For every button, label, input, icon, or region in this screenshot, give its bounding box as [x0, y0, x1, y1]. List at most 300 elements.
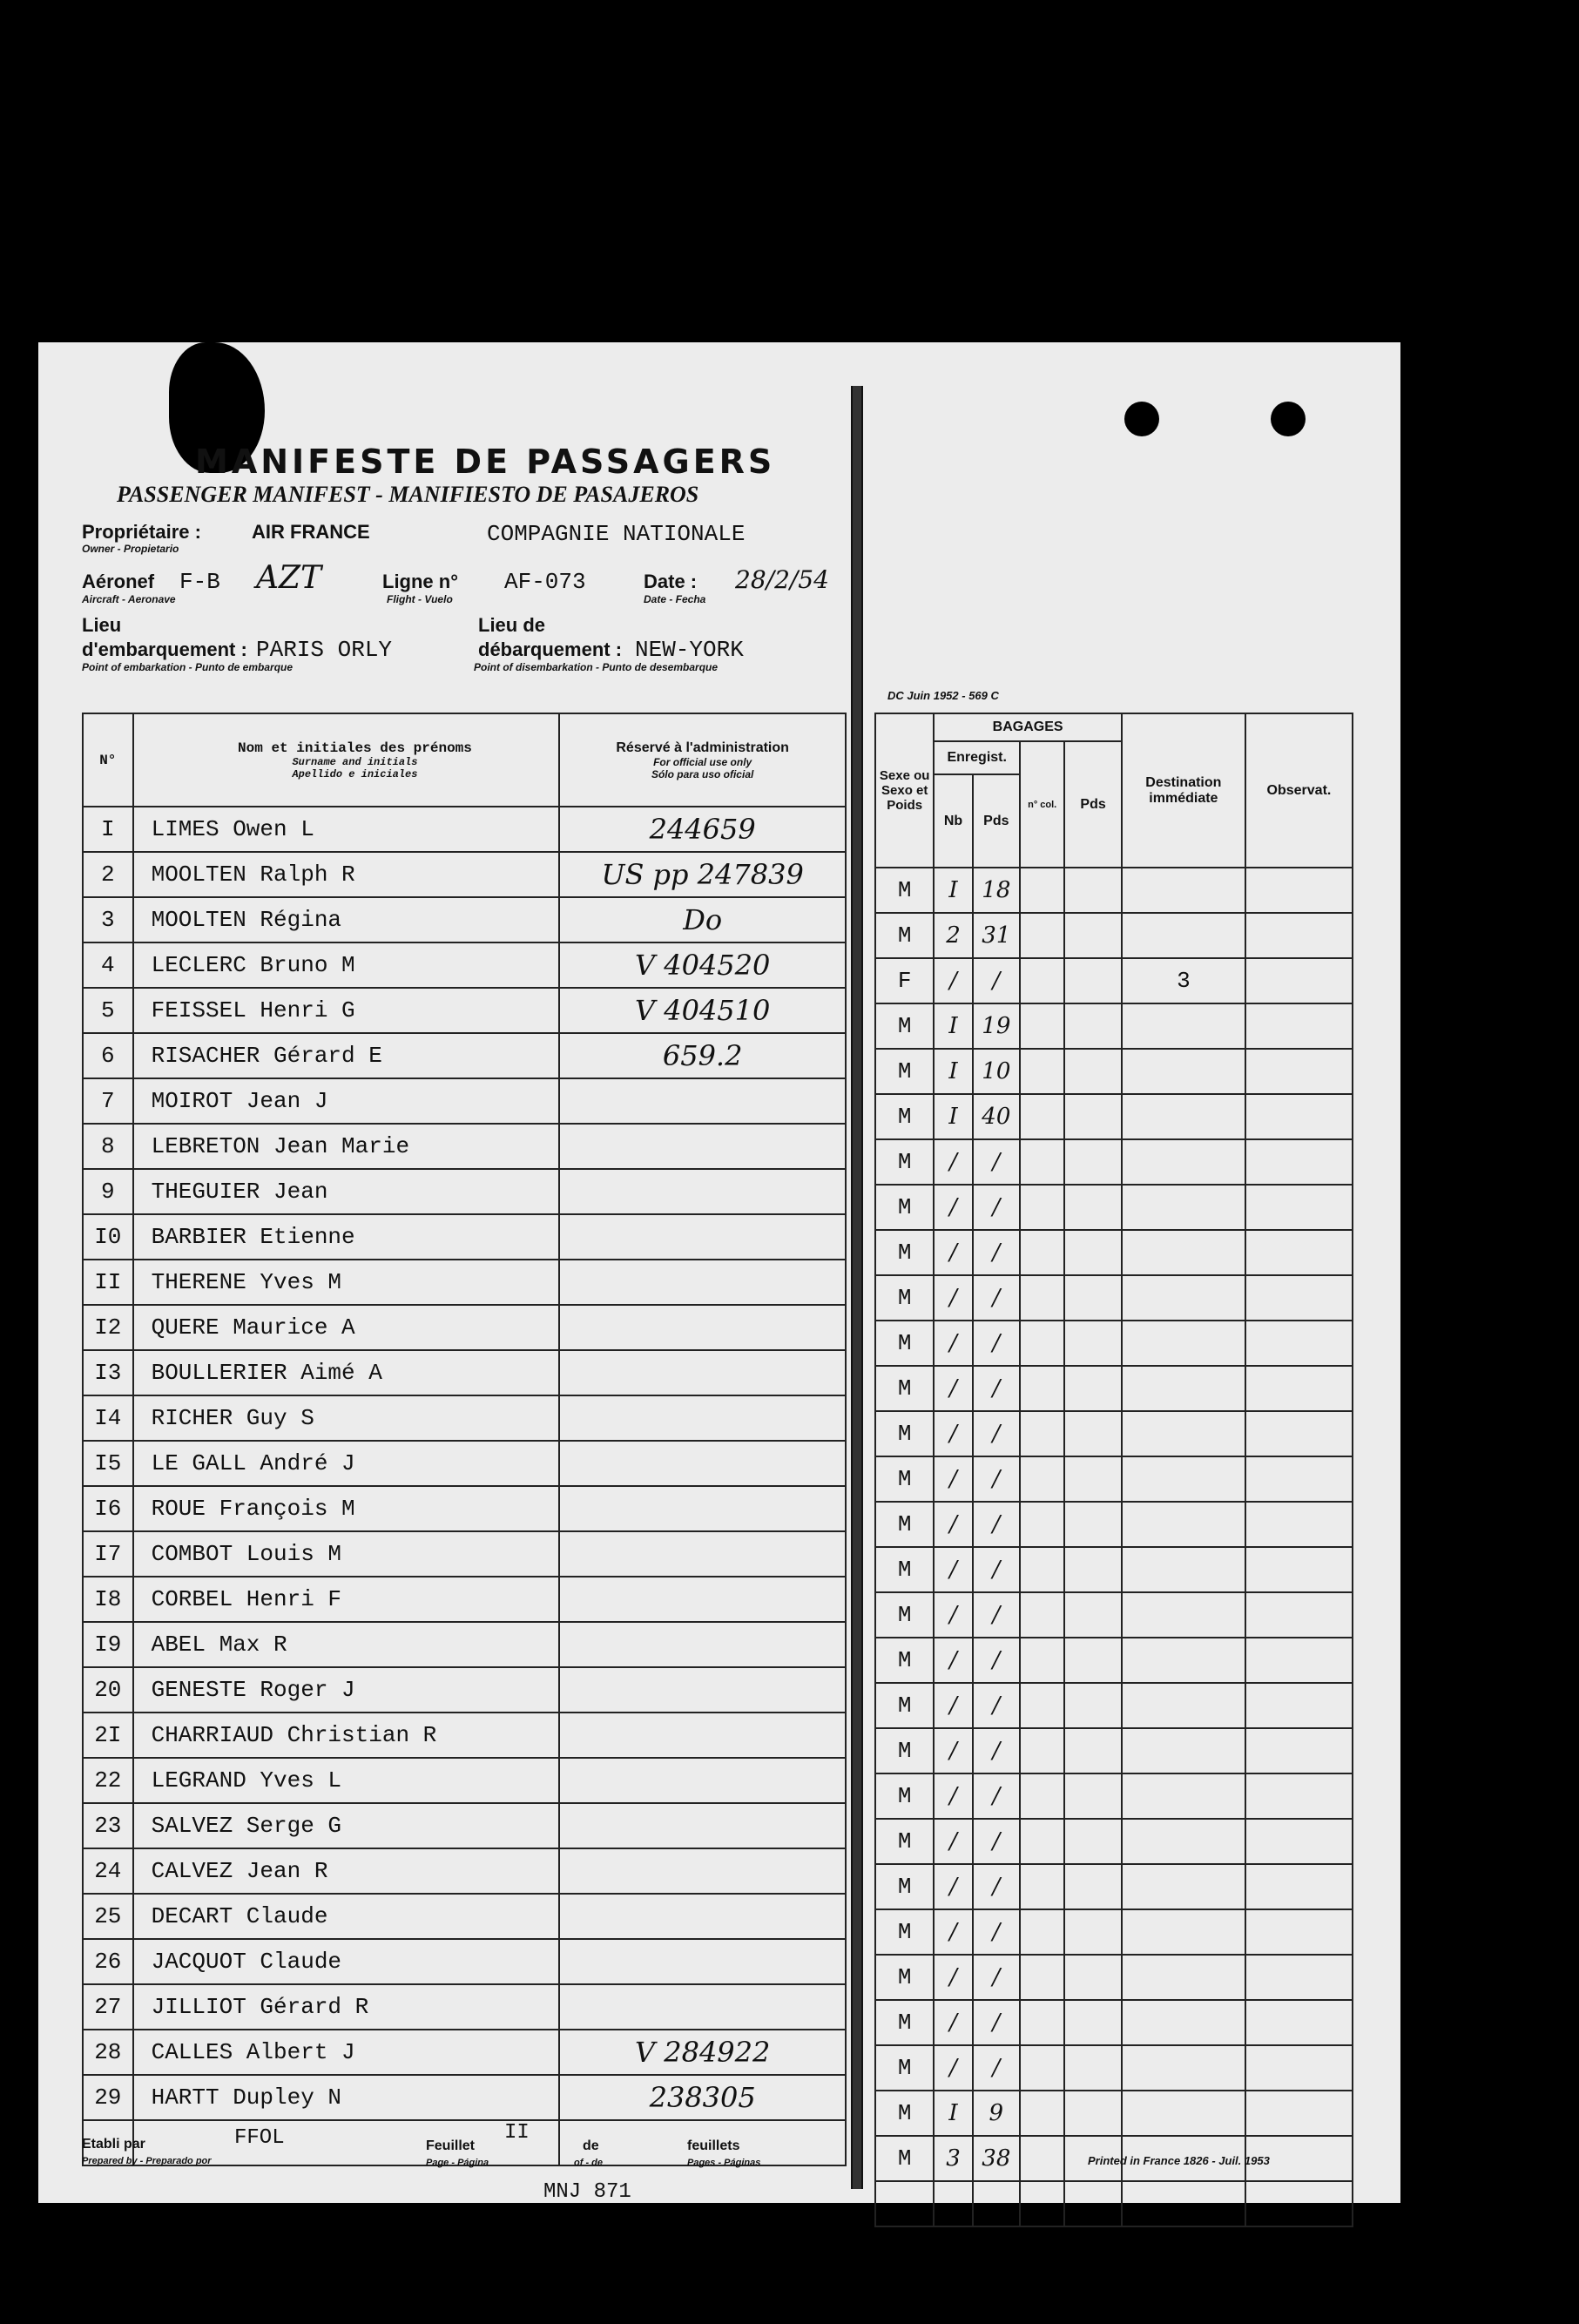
reserved-entry: [559, 1214, 846, 1260]
row-number: 23: [83, 1803, 133, 1848]
sex-cell: M: [875, 1728, 934, 1773]
observ-cell: [1245, 2091, 1353, 2136]
pds2-cell: [1064, 1592, 1122, 1638]
bag-weight-cell: /: [973, 1955, 1020, 2000]
row-number: 9: [83, 1169, 133, 1214]
destination-cell: [1122, 1139, 1245, 1185]
bag-weight-cell: 38: [973, 2136, 1020, 2181]
baggage-row: [875, 1366, 1353, 1411]
observ-cell: [1245, 1728, 1353, 1773]
manifest-title: MANIFESTE DE PASSAGERS: [195, 443, 776, 481]
passenger-name: GENESTE Roger J: [133, 1667, 560, 1713]
baggage-row: [875, 868, 1353, 913]
column-header-ncol: n° col.: [1020, 741, 1064, 868]
empty-row: [875, 2181, 1353, 2226]
reserved-entry: [559, 1486, 846, 1531]
owner-value: AIR FRANCE: [252, 521, 370, 543]
empty-cell: [1245, 2181, 1353, 2226]
bag-count-cell: /: [934, 958, 972, 1003]
ncol-cell: [1020, 1456, 1064, 1502]
bag-weight-cell: /: [973, 1547, 1020, 1592]
table-row: [83, 1169, 846, 1214]
ncol-cell: [1020, 1230, 1064, 1275]
observ-cell: [1245, 1230, 1353, 1275]
sex-cell: M: [875, 1638, 934, 1683]
destination-cell: [1122, 913, 1245, 958]
destination-cell: [1122, 1230, 1245, 1275]
ncol-cell: [1020, 1502, 1064, 1547]
table-row: [83, 1441, 846, 1486]
sex-cell: M: [875, 2000, 934, 2045]
sex-cell: M: [875, 1049, 934, 1094]
sex-cell: M: [875, 1547, 934, 1592]
observ-cell: [1245, 1547, 1353, 1592]
destination-cell: [1122, 1638, 1245, 1683]
bag-count-cell: /: [934, 1139, 972, 1185]
reserved-entry: [559, 1803, 846, 1848]
baggage-table: [874, 713, 1353, 2227]
aircraft-label: Aéronef: [82, 571, 155, 592]
baggage-row: [875, 1955, 1353, 2000]
table-row: [83, 1848, 846, 1894]
reserved-entry: [559, 1939, 846, 1984]
reserved-entry: [559, 1848, 846, 1894]
sex-cell: M: [875, 1456, 934, 1502]
reserved-entry: Do: [559, 897, 846, 942]
baggage-row: [875, 2091, 1353, 2136]
ncol-cell: [1020, 1864, 1064, 1909]
bag-count-cell: /: [934, 1728, 972, 1773]
row-number: I7: [83, 1531, 133, 1577]
passenger-name: ROUE François M: [133, 1486, 560, 1531]
row-number: 29: [83, 2075, 133, 2120]
passenger-name: JILLIOT Gérard R: [133, 1984, 560, 2030]
manifest-page: [38, 342, 1400, 2203]
disembark-sub: Point of disembarkation - Punto de desembarque: [474, 661, 719, 673]
table-row: [83, 807, 846, 852]
row-number: I8: [83, 1577, 133, 1622]
table-row: [83, 988, 846, 1033]
bag-weight-cell: /: [973, 958, 1020, 1003]
destination-cell: [1122, 1683, 1245, 1728]
pds2-cell: [1064, 1049, 1122, 1094]
passenger-name: COMBOT Louis M: [133, 1531, 560, 1577]
table-row: [83, 897, 846, 942]
observ-cell: [1245, 1773, 1353, 1819]
bag-weight-cell: /: [973, 1230, 1020, 1275]
observ-cell: [1245, 868, 1353, 913]
aircraft-value: AZT: [256, 560, 322, 596]
ncol-cell: [1020, 1955, 1064, 2000]
observ-cell: [1245, 1366, 1353, 1411]
table-row: [83, 1214, 846, 1260]
bag-count-cell: I: [934, 1003, 972, 1049]
baggage-row: [875, 1275, 1353, 1321]
empty-cell: [973, 2181, 1020, 2226]
row-number: 2: [83, 852, 133, 897]
bag-weight-cell: /: [973, 1321, 1020, 1366]
date-value: 28/2/54: [735, 565, 829, 594]
row-number: 28: [83, 2030, 133, 2075]
reserved-entry: [559, 1441, 846, 1486]
passenger-name: BOULLERIER Aimé A: [133, 1350, 560, 1395]
aircraft-prefix: F-B: [179, 569, 220, 595]
observ-cell: [1245, 2000, 1353, 2045]
ncol-cell: [1020, 1683, 1064, 1728]
bag-count-cell: I: [934, 868, 972, 913]
bag-count-cell: /: [934, 1275, 972, 1321]
row-number: 4: [83, 942, 133, 988]
bag-count-cell: /: [934, 1185, 972, 1230]
destination-cell: [1122, 1321, 1245, 1366]
ncol-cell: [1020, 2045, 1064, 2091]
reserved-entry: V 404510: [559, 988, 846, 1033]
destination-cell: [1122, 1502, 1245, 1547]
table-row: [83, 1305, 846, 1350]
bag-weight-cell: /: [973, 1411, 1020, 1456]
reserved-entry: [559, 1667, 846, 1713]
reserved-entry: [559, 1894, 846, 1939]
bag-weight-cell: /: [973, 1456, 1020, 1502]
sheets-sub: Pages - Páginas: [687, 2158, 761, 2168]
pds2-cell: [1064, 1321, 1122, 1366]
empty-cell: [1020, 2181, 1064, 2226]
sex-cell: M: [875, 1275, 934, 1321]
passenger-name: CALLES Albert J: [133, 2030, 560, 2075]
observ-cell: [1245, 913, 1353, 958]
bag-count-cell: /: [934, 1366, 972, 1411]
observ-cell: [1245, 1955, 1353, 2000]
column-header-nb: Nb: [934, 774, 972, 868]
destination-cell: [1122, 1955, 1245, 2000]
pds2-cell: [1064, 1547, 1122, 1592]
reserved-entry: US pp 247839: [559, 852, 846, 897]
ncol-cell: [1020, 1592, 1064, 1638]
owner-label: Propriétaire :: [82, 521, 201, 543]
observ-cell: [1245, 2045, 1353, 2091]
ncol-cell: [1020, 1139, 1064, 1185]
bag-count-cell: /: [934, 1638, 972, 1683]
column-header-enregist: Enregist.: [934, 741, 1020, 774]
flight-label: Ligne n°: [382, 571, 459, 592]
ncol-cell: [1020, 2136, 1064, 2181]
date-sub: Date - Fecha: [644, 593, 706, 605]
bag-count-cell: /: [934, 1864, 972, 1909]
disembark-label-2: débarquement :: [478, 638, 623, 660]
baggage-row: [875, 1049, 1353, 1094]
bag-weight-cell: 19: [973, 1003, 1020, 1049]
sex-cell: M: [875, 1185, 934, 1230]
pds2-cell: [1064, 1185, 1122, 1230]
destination-cell: [1122, 1456, 1245, 1502]
passenger-name: HARTT Dupley N: [133, 2075, 560, 2120]
document-code: MNJ 871: [543, 2180, 631, 2204]
bag-weight-cell: /: [973, 1909, 1020, 1955]
pds2-cell: [1064, 2045, 1122, 2091]
baggage-row: [875, 958, 1353, 1003]
ncol-cell: [1020, 958, 1064, 1003]
observ-cell: [1245, 1049, 1353, 1094]
sex-cell: M: [875, 1592, 934, 1638]
baggage-row: [875, 1094, 1353, 1139]
sheet-sub: Page - Página: [426, 2158, 489, 2168]
sex-cell: M: [875, 1321, 934, 1366]
destination-cell: [1122, 1049, 1245, 1094]
reserved-entry: [559, 1169, 846, 1214]
baggage-row: [875, 913, 1353, 958]
aircraft-sub: Aircraft - Aeronave: [82, 593, 176, 605]
passenger-name: THEGUIER Jean: [133, 1169, 560, 1214]
bag-count-cell: I: [934, 2091, 972, 2136]
observ-cell: [1245, 1592, 1353, 1638]
row-number: I9: [83, 1622, 133, 1667]
owner-sub: Owner - Propietario: [82, 543, 179, 555]
row-number: I4: [83, 1395, 133, 1441]
pds2-cell: [1064, 2091, 1122, 2136]
bag-count-cell: 3: [934, 2136, 972, 2181]
table-row: [83, 1486, 846, 1531]
table-row: [83, 1395, 846, 1441]
sheet-value: II: [504, 2121, 530, 2145]
table-row: [83, 1260, 846, 1305]
table-row: [83, 852, 846, 897]
pds2-cell: [1064, 1864, 1122, 1909]
row-number: 22: [83, 1758, 133, 1803]
bag-count-cell: /: [934, 1955, 972, 2000]
pds2-cell: [1064, 1683, 1122, 1728]
baggage-row: [875, 1139, 1353, 1185]
ncol-cell: [1020, 1185, 1064, 1230]
sex-cell: M: [875, 1955, 934, 2000]
reserved-entry: 659.2: [559, 1033, 846, 1078]
destination-cell: [1122, 1411, 1245, 1456]
sex-cell: M: [875, 2045, 934, 2091]
observ-cell: [1245, 1139, 1353, 1185]
punch-hole: [1271, 402, 1306, 436]
row-number: I2: [83, 1305, 133, 1350]
bag-count-cell: /: [934, 1456, 972, 1502]
bag-weight-cell: 31: [973, 913, 1020, 958]
bag-weight-cell: /: [973, 1864, 1020, 1909]
prepared-label: Etabli par: [82, 2137, 145, 2152]
passenger-name: MOIROT Jean J: [133, 1078, 560, 1124]
destination-cell: [1122, 2000, 1245, 2045]
sex-cell: M: [875, 1411, 934, 1456]
observ-cell: [1245, 1094, 1353, 1139]
reserved-entry: [559, 1078, 846, 1124]
sex-cell: M: [875, 1366, 934, 1411]
ncol-cell: [1020, 1321, 1064, 1366]
reserved-entry: [559, 1713, 846, 1758]
pds2-cell: [1064, 1728, 1122, 1773]
baggage-row: [875, 1003, 1353, 1049]
bag-count-cell: /: [934, 1411, 972, 1456]
pds2-cell: [1064, 1003, 1122, 1049]
row-number: I3: [83, 1350, 133, 1395]
sex-cell: M: [875, 1003, 934, 1049]
baggage-row: [875, 1592, 1353, 1638]
sex-cell: M: [875, 1683, 934, 1728]
date-label: Date :: [644, 571, 698, 592]
baggage-row: [875, 1185, 1353, 1230]
bag-count-cell: 2: [934, 913, 972, 958]
sex-cell: M: [875, 2136, 934, 2181]
bag-weight-cell: /: [973, 2000, 1020, 2045]
pds2-cell: [1064, 1819, 1122, 1864]
passenger-name: ABEL Max R: [133, 1622, 560, 1667]
bag-weight-cell: 40: [973, 1094, 1020, 1139]
disembark-value: NEW-YORK: [635, 637, 744, 663]
table-row: [83, 1622, 846, 1667]
row-number: 20: [83, 1667, 133, 1713]
reserved-entry: 244659: [559, 807, 846, 852]
bag-weight-cell: /: [973, 1592, 1020, 1638]
bag-count-cell: /: [934, 1230, 972, 1275]
table-row: [83, 1984, 846, 2030]
passenger-name: CALVEZ Jean R: [133, 1848, 560, 1894]
reserved-entry: [559, 1350, 846, 1395]
baggage-row: [875, 1819, 1353, 1864]
prepared-value: FFOL: [234, 2126, 285, 2150]
destination-cell: [1122, 1003, 1245, 1049]
passenger-name: LEGRAND Yves L: [133, 1758, 560, 1803]
destination-cell: 3: [1122, 958, 1245, 1003]
embark-label-1: Lieu: [82, 614, 122, 636]
company-name: COMPAGNIE NATIONALE: [487, 521, 746, 547]
baggage-row: [875, 1547, 1353, 1592]
column-header-bagages: BAGAGES: [934, 713, 1121, 741]
bag-weight-cell: /: [973, 1683, 1020, 1728]
observ-cell: [1245, 1683, 1353, 1728]
bag-count-cell: /: [934, 1502, 972, 1547]
row-number: 26: [83, 1939, 133, 1984]
bag-weight-cell: /: [973, 1366, 1020, 1411]
reserved-entry: [559, 1260, 846, 1305]
flight-value: AF-073: [504, 569, 586, 595]
of-sub: of - de: [574, 2158, 603, 2168]
pds2-cell: [1064, 1275, 1122, 1321]
reserved-entry: [559, 1758, 846, 1803]
observ-cell: [1245, 1864, 1353, 1909]
column-header-observ: Observat.: [1245, 713, 1353, 868]
baggage-row: [875, 2045, 1353, 2091]
sex-cell: M: [875, 1864, 934, 1909]
pds2-cell: [1064, 1955, 1122, 2000]
sex-cell: M: [875, 1773, 934, 1819]
destination-cell: [1122, 1819, 1245, 1864]
pds2-cell: [1064, 1773, 1122, 1819]
manifest-subtitle: PASSENGER MANIFEST - MANIFIESTO DE PASAJEROS: [117, 482, 699, 507]
bag-weight-cell: 18: [973, 868, 1020, 913]
baggage-row: [875, 1411, 1353, 1456]
table-row: [83, 1667, 846, 1713]
destination-cell: [1122, 1366, 1245, 1411]
row-number: II: [83, 1260, 133, 1305]
printed-note: Printed in France 1826 - Juil. 1953: [1088, 2154, 1270, 2167]
bag-count-cell: /: [934, 1909, 972, 1955]
observ-cell: [1245, 1909, 1353, 1955]
passenger-name: LECLERC Bruno M: [133, 942, 560, 988]
bag-weight-cell: /: [973, 1773, 1020, 1819]
baggage-row: [875, 2000, 1353, 2045]
table-row: [83, 1350, 846, 1395]
baggage-row: [875, 1683, 1353, 1728]
fold-separator: [851, 386, 863, 2189]
bag-weight-cell: /: [973, 1139, 1020, 1185]
bag-count-cell: /: [934, 1321, 972, 1366]
bag-count-cell: /: [934, 2045, 972, 2091]
row-number: 2I: [83, 1713, 133, 1758]
pds2-cell: [1064, 1456, 1122, 1502]
ncol-cell: [1020, 1411, 1064, 1456]
column-header-sex: Sexe ou Sexo et Poids: [875, 713, 934, 868]
passenger-name: LIMES Owen L: [133, 807, 560, 852]
column-header-pds: Pds: [973, 774, 1020, 868]
ncol-cell: [1020, 1773, 1064, 1819]
bag-weight-cell: /: [973, 1275, 1020, 1321]
sex-cell: M: [875, 1819, 934, 1864]
baggage-row: [875, 1773, 1353, 1819]
reserved-entry: 238305: [559, 2075, 846, 2120]
empty-cell: [934, 2181, 972, 2226]
embark-sub: Point of embarkation - Punto de embarque: [82, 661, 294, 673]
disembark-label-1: Lieu de: [478, 614, 546, 636]
reserved-entry: [559, 1395, 846, 1441]
reserved-entry: [559, 1305, 846, 1350]
table-row: [83, 1758, 846, 1803]
passenger-name: MOOLTEN Ralph R: [133, 852, 560, 897]
pds2-cell: [1064, 1094, 1122, 1139]
pds2-cell: [1064, 2000, 1122, 2045]
table-row: [83, 1803, 846, 1848]
column-header-reserved: Réservé à l'administration For official use only Sólo para uso oficial: [559, 713, 846, 807]
reserved-entry: [559, 1622, 846, 1667]
observ-cell: [1245, 1275, 1353, 1321]
bag-weight-cell: /: [973, 1638, 1020, 1683]
row-number: 24: [83, 1848, 133, 1894]
destination-cell: [1122, 868, 1245, 913]
empty-cell: [1122, 2181, 1245, 2226]
ncol-cell: [1020, 868, 1064, 913]
pds2-cell: [1064, 913, 1122, 958]
bag-weight-cell: /: [973, 1728, 1020, 1773]
observ-cell: [1245, 1003, 1353, 1049]
destination-cell: [1122, 1094, 1245, 1139]
observ-cell: [1245, 958, 1353, 1003]
observ-cell: [1245, 1185, 1353, 1230]
column-header-pds2: Pds: [1064, 741, 1122, 868]
reserved-entry: [559, 1124, 846, 1169]
sex-cell: M: [875, 868, 934, 913]
reserved-entry: [559, 1984, 846, 2030]
destination-cell: [1122, 1728, 1245, 1773]
table-row: [83, 1713, 846, 1758]
pds2-cell: [1064, 1638, 1122, 1683]
pds2-cell: [1064, 1366, 1122, 1411]
row-number: 25: [83, 1894, 133, 1939]
bag-weight-cell: /: [973, 1819, 1020, 1864]
bag-count-cell: /: [934, 1819, 972, 1864]
table-row: [83, 1033, 846, 1078]
destination-cell: [1122, 1773, 1245, 1819]
sex-cell: M: [875, 1094, 934, 1139]
ncol-cell: [1020, 1094, 1064, 1139]
row-number: 7: [83, 1078, 133, 1124]
passenger-name: SALVEZ Serge G: [133, 1803, 560, 1848]
passenger-name: DECART Claude: [133, 1894, 560, 1939]
sex-cell: M: [875, 1230, 934, 1275]
bag-weight-cell: /: [973, 2045, 1020, 2091]
